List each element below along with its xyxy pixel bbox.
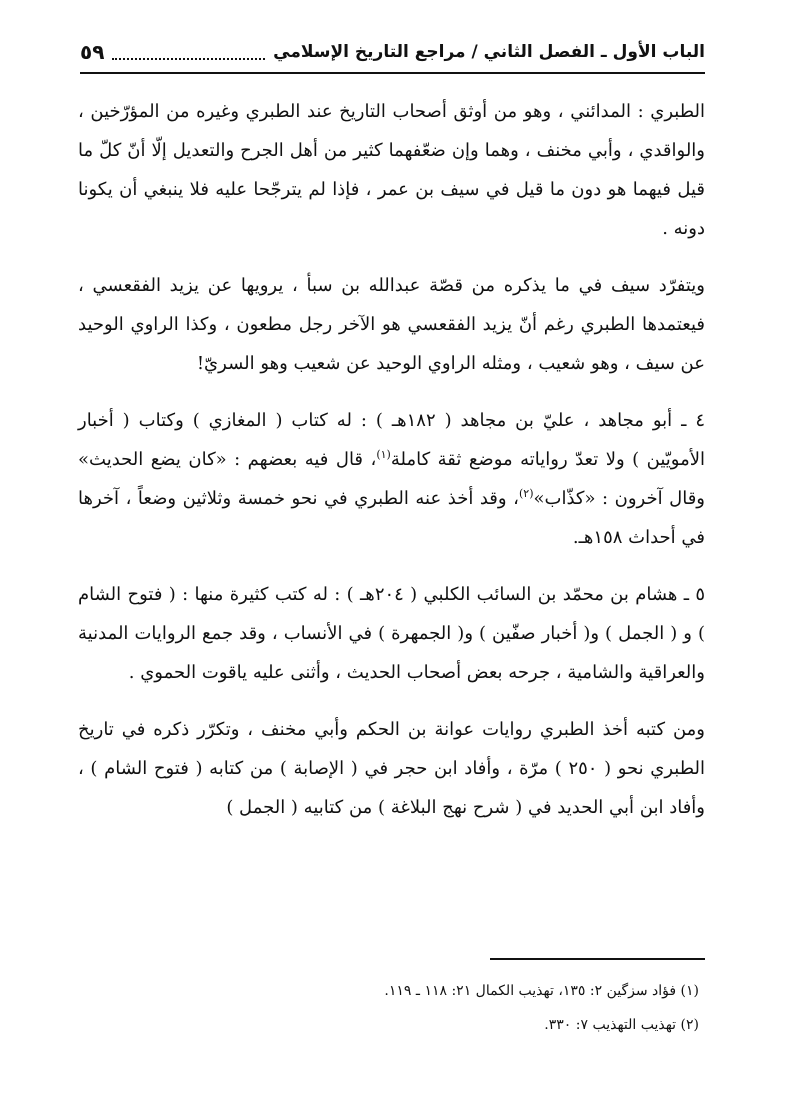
paragraph-3-part-c: ، وقد أخذ عنه الطبري في نحو خمسة وثلاثين وضعاً ، آخرها في أحداث ١٥٨هـ. xyxy=(78,488,705,548)
chapter-title: الباب الأول ـ الفصل الثاني / مراجع التاريخ الإسلامي xyxy=(273,42,705,62)
leader-dots xyxy=(112,44,265,60)
paragraph-5: ومن كتبه أخذ الطبري روايات عوانة بن الحكم وأبي مخنف ، وتكرّر ذكره في تاريخ الطبري نحو ( ٢٥٠ ) مرّة ، وأفاد ابن حجر في ( الإصابة ) من كتابه ( فتوح الشام ) ، وأفاد ابن أبي الحديد في ( شرح نهج البلاغة ) من كتابيه ( الجمل ) xyxy=(78,719,705,818)
running-header xyxy=(80,32,705,74)
paragraph-1: الطبري : المدائني ، وهو من أوثق أصحاب التاريخ عند الطبري وغيره من المؤرّخين ، والواقدي ، وأبي مخنف ، وهما وإن ضعّفهما كثير من أهل الجرح والتعديل إلّا أنّ كلّ ما قيل فيهما هو دون ما قيل في سيف بن عمر ، فإذا لم يترجّحا عليه فلا ينبغي أن يكونا دونه . xyxy=(78,101,705,239)
paragraph-4: ٥ ـ هشام بن محمّد بن السائب الكلبي ( ٢٠٤هـ ) : له كتب كثيرة منها : ( فتوح الشام ) و ( الجمل ) و( أخبار صفّين ) و( الجمهرة ) في الأنساب ، وقد جمع الروايات المدنية والعراقية والشامية ، جرحه بعض أصحاب الحديث ، وأثنى عليه ياقوت الحموي . xyxy=(78,584,705,683)
footnotes xyxy=(80,974,699,1042)
body-text xyxy=(78,92,705,845)
paragraph-3-part-a: ٤ ـ أبو مجاهد ، عليّ بن مجاهد ( ١٨٢هـ ) : له كتاب ( المغازي ) وكتاب ( أخبار الأمويّين ) ولا تعدّ رواياته موضع ثقة كاملة xyxy=(78,410,705,470)
footnote-separator xyxy=(490,958,705,960)
footnote-2: (٢) تهذيب التهذيب ٧: ٣٣٠. xyxy=(544,1017,699,1033)
paragraph-3 xyxy=(78,401,705,557)
footnote-ref-2[interactable]: (٢) xyxy=(518,487,534,500)
page-number: ٥٩ xyxy=(80,40,105,64)
footnote-1: (١) فؤاد سزگين ٢: ١٣٥، تهذيب الكمال ٢١: ١١٨ ـ ١١٩. xyxy=(384,983,699,999)
footnote-ref-1[interactable]: (١) xyxy=(376,448,391,461)
paragraph-3-part-b: ، قال فيه بعضهم : «كان يضع الحديث» وقال آخرون : «كذّاب» xyxy=(78,449,705,509)
paragraph-2: ويتفرّد سيف في ما يذكره من قصّة عبدالله بن سبأ ، يرويها عن يزيد الفقعسي ، فيعتمدها الطبري رغم أنّ يزيد الفقعسي هو الآخر رجل مطعون ، وكذا الراوي الوحيد عن سيف ، وهو شعيب ، ومثله الراوي الوحيد عن شعيب وهو السريّ! xyxy=(78,275,705,374)
